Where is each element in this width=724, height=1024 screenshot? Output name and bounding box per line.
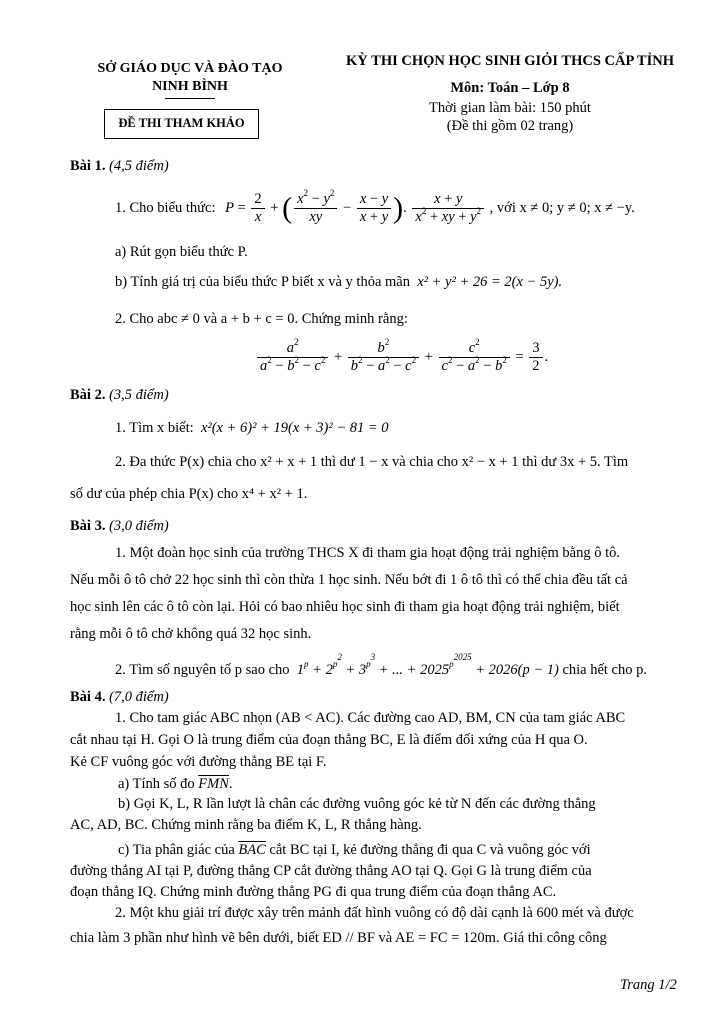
- bai4-q2-line1: 2. Một khu giải trí được xây trên mảnh đất hình vuông có độ dài cạnh là 600 mét và được: [115, 905, 634, 921]
- bai4-qa: a) Tính số đo $\overline{FMN}$.: [118, 776, 233, 792]
- department-name: SỞ GIÁO DỤC VÀ ĐÀO TẠO: [97, 61, 283, 76]
- bai3-q1-line3: học sinh lên các ô tô còn lại. Hỏi có bao nhiêu học sinh đi tham gia hoạt động trải nghiệm, biết: [70, 599, 620, 615]
- bai4-q1-line3: Kẻ CF vuông góc với đường thẳng BE tại F.: [70, 754, 327, 770]
- bai4-qc-line3: đoạn thẳng IQ. Chứng minh đường thẳng PG đi qua trung điểm của đoạn thẳng AC.: [70, 884, 557, 900]
- section-heading-bai2: Bài 2. (3,5 điểm): [70, 387, 169, 403]
- bai2-q2-line1: 2. Đa thức P(x) chia cho x² + x + 1 thì dư 1 − x và chia cho x² − x + 1 thì dư 3x + 5. Tìm: [115, 454, 629, 470]
- bai3-q1-line1: 1. Một đoàn học sinh của trường THCS X đi tham gia hoạt động trải nghiệm bằng ô tô.: [115, 545, 620, 561]
- bai1-qb: b) Tính giá trị của biểu thức P biết x và y thỏa mãn x² + y² + 26 = 2(x − 5y).: [115, 274, 563, 290]
- bai4-q2-line2: chia làm 3 phần như hình vẽ bên dưới, biết ED // BF và AE = FC = 120m. Giá thi công công: [70, 930, 607, 946]
- province-name: NINH BÌNH: [152, 79, 228, 94]
- bai1-q2: 2. Cho abc ≠ 0 và a + b + c = 0. Chứng minh rằng:: [115, 311, 408, 327]
- bai2-q1: 1. Tìm x biết: x²(x + 6)² + 19(x + 3)² − 81 = 0: [115, 420, 389, 436]
- bai1-q2-identity: $\frac{a^2}{a^2 - b^2 - c^2}$ + $\frac{b^2}{b^2 - a^2 - c^2}$ + $\frac{c^2}{c^2 - a^2 - b^2}$ = $\frac{3}{2}$ .: [255, 336, 548, 378]
- exam-subject: Môn: Toán – Lớp 8: [450, 80, 570, 96]
- bai4-qb-line1: b) Gọi K, L, R lần lượt là chân các đường vuông góc kẻ từ N đến các đường thẳng: [118, 796, 596, 812]
- bai4-q1-line1: 1. Cho tam giác ABC nhọn (AB < AC). Các đường cao AD, BM, CN của tam giác ABC: [115, 710, 626, 726]
- bai3-q1-line2: Nếu mỗi ô tô chở 22 học sinh thì còn thừa 1 học sinh. Nếu bớt đi 1 ô tô thì có thể chia đều tất cả: [70, 572, 628, 588]
- bai4-qb-line2: AC, AD, BC. Chứng minh rằng ba điểm K, L, R thẳng hàng.: [70, 817, 422, 833]
- exam-pages-note: (Đề thi gồm 02 trang): [446, 118, 574, 134]
- bai3-q1-line4: rằng mỗi ô tô chở không quá 32 học sinh.: [70, 626, 312, 642]
- section-heading-bai1: Bài 1. (4,5 điểm): [70, 158, 169, 174]
- bai3-q2: 2. Tìm số nguyên tố p sao cho $1^p + 2^{p^2} + 3^{p^3}$ + ... + $2025^{p^{2025}} + 2026(p - 1)$ chia hết cho p.: [115, 652, 647, 678]
- reference-exam-label: ĐỀ THI THAM KHẢO: [118, 116, 245, 130]
- bai1-qa: a) Rút gọn biểu thức P.: [115, 244, 248, 260]
- bai1-q1: 1. Cho biểu thức: P = $\frac{2}{x}$ + ( $\frac{x^2 - y^2}{xy}$ − $\frac{x - y}{x + y}$ ). $\frac{x + y}{x^2 + xy + y^2}$ , với x ≠ 0; y ≠ 0; x ≠ −y.: [115, 188, 635, 226]
- section-heading-bai4: Bài 4. (7,0 điểm): [70, 689, 169, 705]
- bai4-qc-line1: c) Tia phân giác của $\overline{BAC}$ cắt BC tại I, kẻ đường thẳng đi qua C và vuông góc với: [118, 842, 591, 858]
- page-number: Trang 1/2: [620, 977, 677, 993]
- bai2-q2-line2: số dư của phép chia P(x) cho x⁴ + x² + 1.: [70, 486, 308, 502]
- section-heading-bai3: Bài 3. (3,0 điểm): [70, 518, 169, 534]
- bai4-q1-line2: cắt nhau tại H. Gọi O là trung điểm của đoạn thẳng BC, E là điểm đối xứng của H qua O.: [70, 732, 588, 748]
- header-underline: [165, 98, 215, 99]
- exam-time: Thời gian làm bài: 150 phút: [429, 100, 591, 116]
- bai4-qc-line2: đường thẳng AI tại P, đường thẳng CP cắt đường thẳng AO tại Q. Gọi G là trung điểm của: [70, 863, 592, 879]
- exam-title: KỲ THI CHỌN HỌC SINH GIỎI THCS CẤP TỈNH: [346, 53, 674, 69]
